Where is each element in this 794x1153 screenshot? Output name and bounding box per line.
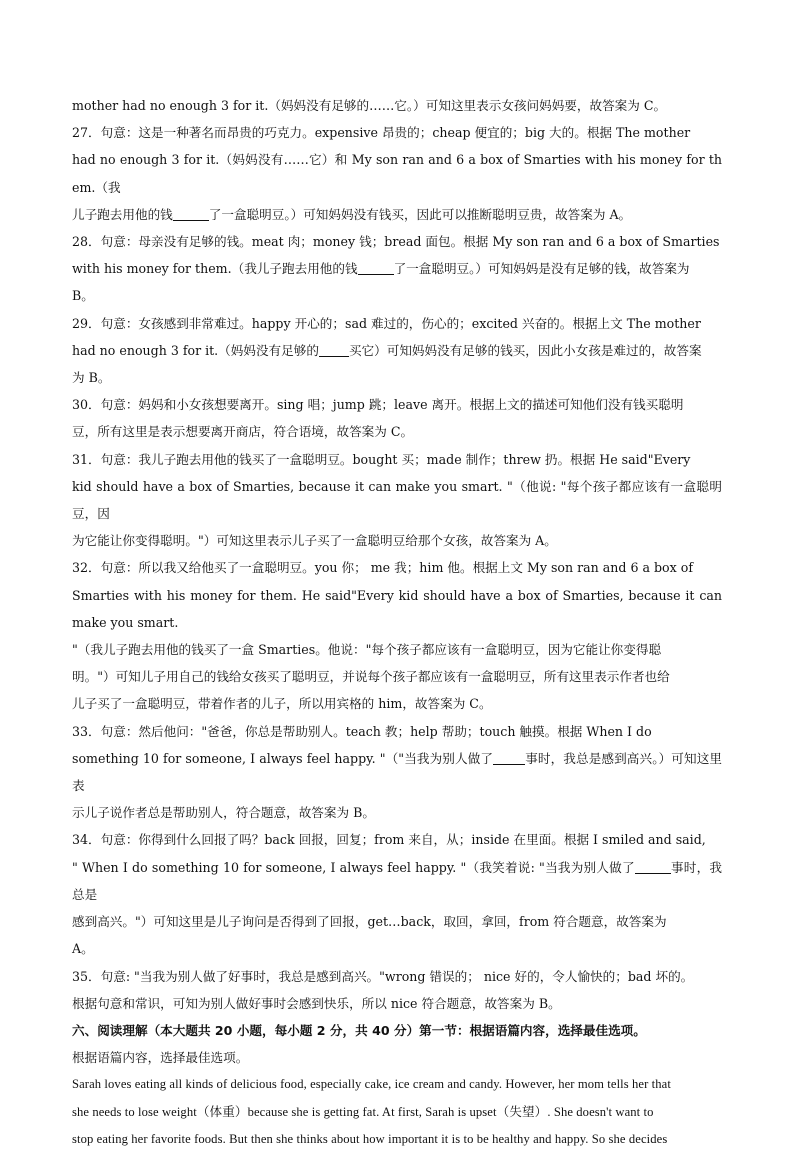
explanation-28 bbox=[72, 228, 722, 310]
question-number: 33． bbox=[72, 723, 101, 739]
explanation-35 bbox=[72, 963, 722, 1017]
text-line: 事时，我总是感到高兴。）可知这里表 bbox=[72, 750, 722, 794]
question-number: 32． bbox=[72, 560, 101, 576]
text-line: stop eating her favorite foods. But then she thinks about how important it is to be healthy and happy. So she decides bbox=[72, 1131, 668, 1146]
question-number: 29． bbox=[72, 315, 101, 331]
text-line: A。 bbox=[72, 941, 94, 957]
text-line: had no enough 3 for it.（妈妈没有……它）和 My son ran and 6 a box of Smarties with his money for them.（我 bbox=[72, 152, 722, 195]
text-line: 句意：妈妈和小女孩想要离开。sing 唱；jump 跳；leave 离开。根据上文的描述可知他们没有钱买聪明 bbox=[100, 397, 684, 413]
text-line: mother had no enough 3 for it.（妈妈没有足够的……它。）可知这里表示女孩问妈妈要，故答案为 C。 bbox=[72, 98, 667, 113]
text-line: 感到高兴。"）可知这里是儿子询问是否得到了回报，get…back，取回，拿回，from 符合题意，故答案为 bbox=[72, 914, 667, 930]
text-line: "（我儿子跑去用他的钱买了一盒 Smarties。他说："每个孩子都应该有一盒聪明豆，因为它能让你变得聪 bbox=[72, 642, 662, 658]
question-number: 28． bbox=[72, 234, 101, 250]
text-line: 句意：然后他问："爸爸，你总是帮助别人。teach 教；help 帮助；touch 触摸。根据 When I do bbox=[100, 723, 652, 739]
text-line: kid should have a box of Smarties, because it can make you smart. "（他说: "每个孩子都应该有一盒聪明豆，因 bbox=[72, 478, 722, 522]
text-line: 了一盒聪明豆。）可知妈妈是没有足够的钱，故答案为 bbox=[393, 261, 690, 277]
text-line: Smarties with his money for them. He said"Every kid should have a box of Smarties, because it can make you smart. bbox=[72, 587, 722, 630]
section-heading: 六、阅读理解（本大题共 20 小题，每小题 2 分，共 40 分）第一节：根据语篇内容，选择最佳选项。 bbox=[72, 1022, 646, 1038]
question-number: 27． bbox=[72, 125, 101, 141]
text-line: 买它）可知妈妈没有足够的钱买，因此小女孩是难过的，故答案 bbox=[348, 342, 702, 358]
text-line: had no enough 3 for it.（妈妈没有足够的 bbox=[72, 342, 319, 358]
question-number: 34． bbox=[72, 832, 101, 848]
text-line: Sarah loves eating all kinds of delicious food, especially cake, ice cream and candy. However, her mom tells her that bbox=[72, 1077, 671, 1092]
text-line: 事时，我总是 bbox=[72, 859, 723, 902]
text-line: 句意：我儿子跑去用他的钱买了一盒聪明豆。bought 买；made 制作；threw 扔。根据 He said"Every bbox=[100, 451, 691, 467]
text-line: " When I do something 10 for someone, I always feel happy. "（我笑着说: "当我为别人做了 bbox=[72, 859, 635, 875]
text-line: something 10 for someone, I always feel happy. "（"当我为别人做了 bbox=[72, 750, 494, 766]
explanation-29 bbox=[72, 310, 722, 392]
explanation-30 bbox=[72, 391, 722, 445]
section-instruction: 根据语篇内容，选择最佳选项。 bbox=[72, 1050, 249, 1066]
question-number: 31． bbox=[72, 451, 101, 467]
text-line: B。 bbox=[72, 288, 94, 304]
explanation-31 bbox=[72, 446, 722, 555]
explanation-32 bbox=[72, 554, 722, 717]
explanation-34 bbox=[72, 826, 722, 962]
document-page bbox=[72, 92, 722, 1153]
reading-passage bbox=[72, 1071, 722, 1153]
text-line: 根据句意和常识，可知为别人做好事时会感到快乐，所以 nice 符合题意，故答案为 B。 bbox=[72, 995, 561, 1011]
answer-blank bbox=[319, 342, 349, 357]
answer-blank bbox=[173, 206, 209, 221]
text-line: 句意：所以我又给他买了一盒聪明豆。you 你； me 我；him 他。根据上文 My son ran and 6 a box of bbox=[100, 560, 693, 576]
text-line: 句意：女孩感到非常难过。happy 开心的；sad 难过的，伤心的；excited 兴奋的。根据上文 The mother bbox=[100, 315, 701, 331]
answer-blank bbox=[358, 260, 394, 275]
text-line: 句意：这是一种著名而昂贵的巧克力。expensive 昂贵的；cheap 便宜的；big 大的。根据 The mother bbox=[100, 125, 691, 141]
text-line: 示儿子说作者总是帮助别人，符合题意，故答案为 B。 bbox=[72, 805, 375, 821]
text-line: 豆，所有这里是表示想要离开商店，符合语境，故答案为 C。 bbox=[72, 424, 414, 440]
text-line: 句意：母亲没有足够的钱。meat 肉；money 钱；bread 面包。根据 My son ran and 6 a box of Smarties bbox=[100, 234, 720, 250]
text-line: 句意: "当我为别人做了好事时，我总是感到高兴。"wrong 错误的； nice 好的，令人愉快的；bad 坏的。 bbox=[100, 968, 694, 984]
text-line: she needs to lose weight（体重）because she is getting fat. At first, Sarah is upset（失望）. She doesn't want to bbox=[72, 1104, 654, 1119]
answer-blank bbox=[493, 750, 525, 765]
text-line: 儿子跑去用他的钱 bbox=[72, 206, 173, 222]
text-line: with his money for them.（我儿子跑去用他的钱 bbox=[72, 261, 358, 277]
question-number: 30． bbox=[72, 397, 101, 413]
explanation-26-tail bbox=[72, 92, 722, 119]
explanation-27 bbox=[72, 119, 722, 228]
text-line: 儿子买了一盒聪明豆，带着作者的儿子，所以用宾格的 him，故答案为 C。 bbox=[72, 696, 492, 712]
explanation-33 bbox=[72, 718, 722, 827]
answer-blank bbox=[635, 859, 671, 874]
text-line: 为它能让你变得聪明。"）可知这里表示儿子买了一盒聪明豆给那个女孩，故答案为 A。 bbox=[72, 533, 557, 549]
text-line: 了一盒聪明豆。）可知妈妈没有钱买，因此可以推断聪明豆贵，故答案为 A。 bbox=[208, 206, 632, 222]
question-number: 35． bbox=[72, 968, 101, 984]
text-line: 句意：你得到什么回报了吗？back 回报，回复；from 来自，从；inside 在里面。根据 I smiled and said, bbox=[100, 832, 706, 848]
text-line: 为 B。 bbox=[72, 370, 111, 386]
text-line: 明。"）可知儿子用自己的钱给女孩买了聪明豆，并说每个孩子都应该有一盒聪明豆，所有这里表示作者也给 bbox=[72, 669, 670, 685]
